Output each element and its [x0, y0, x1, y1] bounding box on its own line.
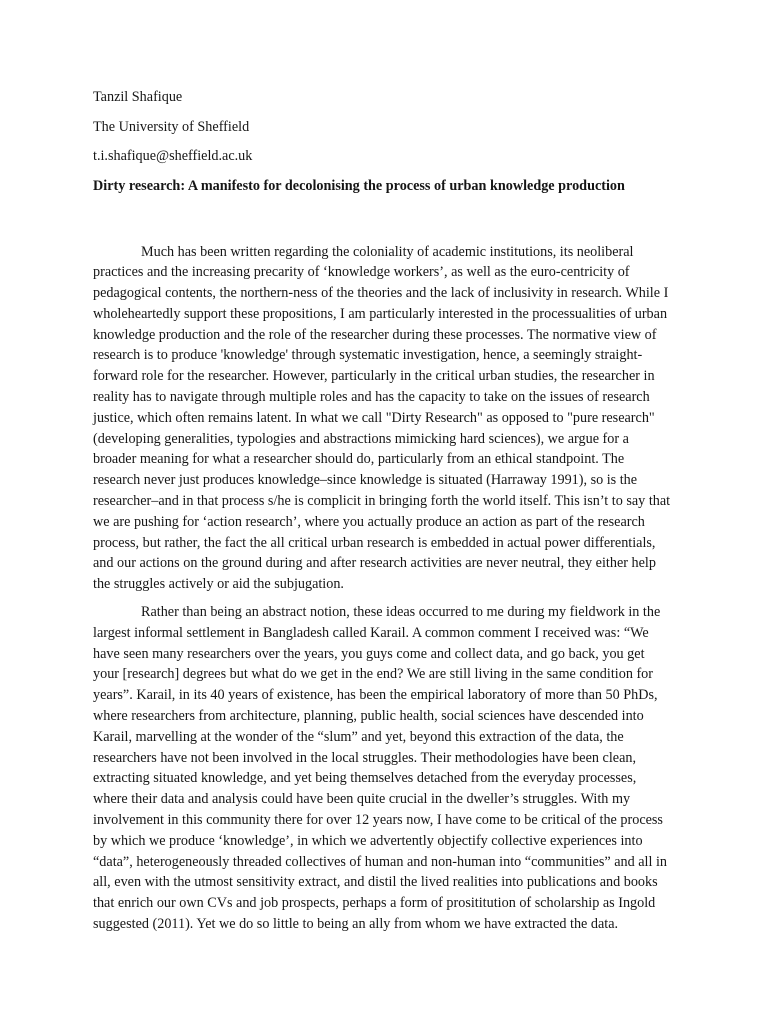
author-email: t.i.shafique@sheffield.ac.uk — [93, 148, 253, 164]
document-title: Dirty research: A manifesto for decolonising the process of urban knowledge production — [93, 177, 625, 194]
body-paragraph-1: Much has been written regarding the coloniality of academic institutions, its neoliberal practices and the increasing precarity of ‘knowledge workers’, as well as the euro-centricity of pedagogical contents, the northern-ness of the theories and the lack of inclusivity in research. While I wholeheartedly support these propositions, I am particularly interested in the processualities of urban knowledge production and the role of the researcher during these processes. The normative view of research is to produce 'knowledge' through systematic investigation, hence, a seemingly straight-forward role for the researcher. However, particularly in the critical urban studies, the researcher in reality has to navigate through multiple roles and has the capacity to take on the issues of research justice, which often remains latent. In what we call "Dirty Research" as opposed to "pure research" (developing generalities, typologies and abstractions mimicking hard sciences), we argue for a broader meaning for what a researcher should do, particularly from an ethical standpoint. The research never just produces knowledge–since knowledge is situated (Harraway 1991), so is the researcher–and in that process s/he is complicit in bringing forth the world itself. This isn’t to say that we are pushing for ‘action research’, where you actually produce an action as part of the research process, but rather, the fact the all critical urban research is embedded in actual power differentials, and our actions on the ground during and after research activities are never neutral, they either help the struggles actively or aid the subjugation. — [93, 243, 671, 593]
author-affiliation: The University of Sheffield — [93, 118, 250, 135]
author-name: Tanzil Shafique — [93, 89, 183, 105]
document-page — [93, 87, 673, 942]
body-paragraph-2: Rather than being an abstract notion, these ideas occurred to me during my fieldwork in the largest informal settlement in Bangladesh called Karail. A common comment I received was: “We have seen many researchers over the years, you guys come and collect data, and go back, you get your [research] degrees but what do we get in the end? We are still living in the same condition for years”. Karail, in its 40 years of existence, has been the empirical laboratory of more than 50 PhDs, where researchers from architecture, planning, public health, social sciences have descended into Karail, marvelling at the wonder of the “slum” and yet, beyond this extraction of the data, the researchers have not been involved in the local struggles. Their methodologies have been clean, extracting situated knowledge, and yet being themselves detached from the everyday processes, where their data and analysis could have been quite crucial in the dweller’s struggles. With my involvement in this community there for over 12 years now, I have come to be critical of the process by which we produce ‘knowledge’, in which we advertently objectify collective experiences into “data”, heterogeneously threaded collectives of human and non-human into “communities” and all in all, even with the utmost sensitivity extract, and distil the lived realities into publications and books that enrich our own CVs and job prospects, perhaps a form of prosititution of scholarship as Ingold suggested (2011). Yet we do so little to being an ally from whom we have extracted the data. — [93, 604, 668, 932]
